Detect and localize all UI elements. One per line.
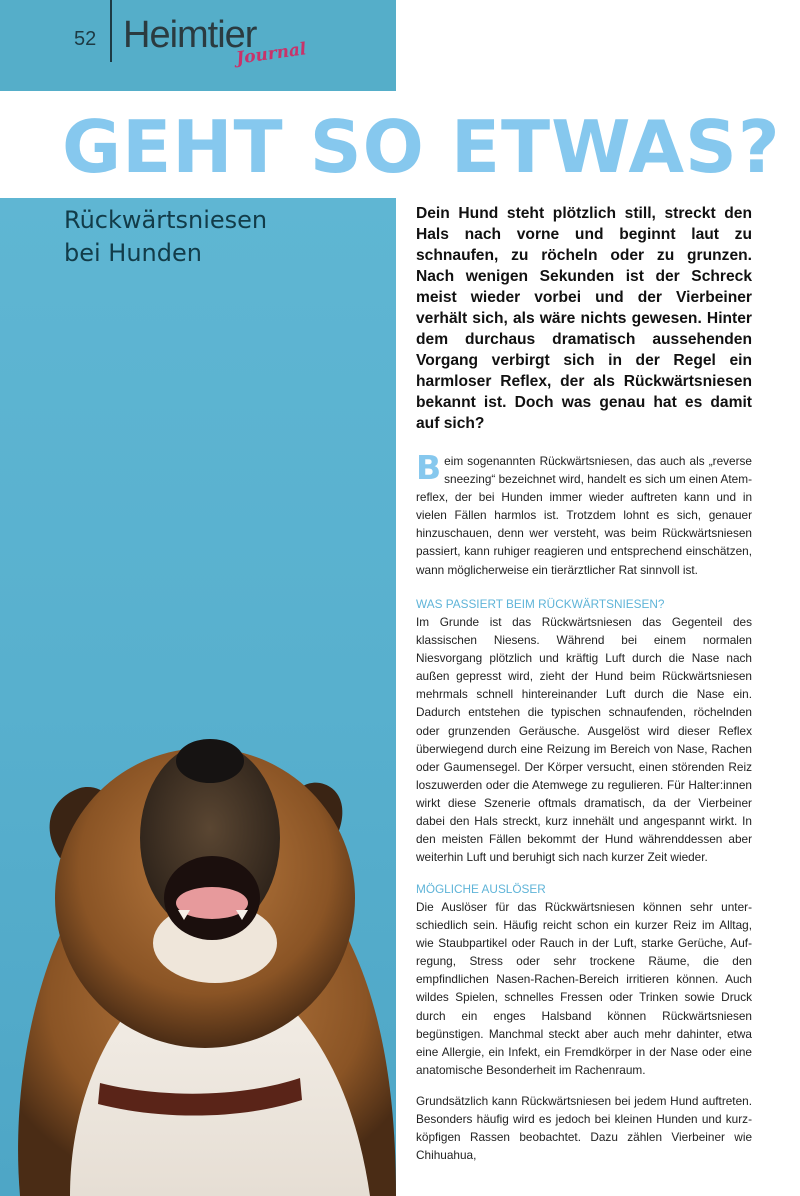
subtitle-line-1: Rückwärtsniesen: [64, 206, 268, 234]
dog-photo: [0, 198, 396, 1196]
intro-text: eim sogenannten Rückwärtsniesen, das auch als „reverse sneezing“ bezeichnet wird, handelt es sich um einen Atemreflex, der bei Hunden immer wieder auftreten kann und in vielen Fällen harmlos ist. Trotzdem lohnt es sich, genauer hinzuschauen, denn wer versteht, was beim Rückwärtsniesen passiert, kann ruhiger reagieren und entsprechend einschätzen, wann möglicherweise ein tierärztlicher Rat sinnvoll ist.: [416, 454, 752, 577]
subtitle-line-2: bei Hunden: [64, 239, 202, 267]
section-triggers: [416, 880, 752, 1079]
outro-paragraph: Grundsätzlich kann Rückwärtsniesen bei jedem Hund auftreten. Besonders häufig wird es jedoch bei kleinen Hunden und kurzköpfigen Rassen beobachtet. Dazu zählen Vierbeiner wie Chihuahua,: [416, 1094, 752, 1163]
logo-sub-text: Journal: [234, 39, 308, 69]
page-number: 52: [74, 28, 97, 50]
section-text-triggers: Die Auslöser für das Rückwärtsniesen können sehr unterschiedlich sein. Häufig reicht schon ein kurzer Reiz im Alltag, wie Staubpartikel oder Rauch in der Luft, starke Gerüche, Aufregung, Stress oder sehr trockene Räume, die den empfindlichen Nasen-Rachen-Bereich irritieren können. Auch wildes Spielen, schnelles Fressen oder Trinken sowie Druck durch ein enges Halsband können Rückwärtsniesen begünstigen. Manchmal steckt aber auch mehr dahinter, etwa eine Allergie, ein Infekt, ein Fremdkörper in der Nase oder eine anatomische Besonderheit im Rachenraum.: [416, 900, 752, 1077]
article-subtitle: [64, 204, 384, 270]
section-text-what-happens: Im Grunde ist das Rückwärtsniesen das Gegenteil des klassischen Niesens. Während bei einem normalen Niesvorgang plötzlich und kräftig Luft durch die Nase nach außen gepresst wird, zieht der Hund beim Rückwärtsniesen mehrmals schnell hintereinander Luft durch die Nase ein. Dadurch entstehen die typischen schnaufenden, röchelnden oder grunzenden Geräusche. Ausgelöst wird dieser Reflex überwiegend durch eine Reizung im Bereich von Nase, Rachen oder Gaumensegel. Der Körper versucht, einen störenden Reiz loszuwerden oder die Atemwege zu regulieren. Für Halter:innen wirkt diese Szenerie oftmals dramatisch, da der Vierbeiner dabei den Hals streckt, kurz innehält und angespannt wirkt. In den meisten Fällen bekommt der Hund währenddessen aber weiterhin Luft und beruhigt sich nach kurzer Zeit wieder.: [416, 615, 752, 865]
section-what-happens: [416, 595, 752, 866]
section-heading-triggers: MÖGLICHE AUSLÖSER: [416, 882, 546, 896]
drop-cap: B: [416, 448, 442, 487]
lead-paragraph: Dein Hund steht plötzlich still, streckt den Hals nach vorne und beginnt laut zu schnaufen, zu röcheln oder zu grunzen. Nach wenigen Sekunden ist der Schreck meist wieder vorbei und der Vierbeiner verhält sich, als wäre nichts gewesen. Hinter dem durchaus dramatisch aussehenden Vorgang verbirgt sich in der Regel ein harmloser Reflex, der als Rückwärtsniesen bekannt ist. Doch was genau hat es damit auf sich?: [416, 205, 752, 432]
section-heading-what-happens: WAS PASSIERT BEIM RÜCKWÄRTSNIESEN?: [416, 597, 665, 611]
photo-panel: [0, 198, 396, 1196]
header-divider: [110, 0, 112, 62]
logo-main-text: Heimtier: [123, 14, 257, 56]
intro-paragraph: [416, 448, 752, 579]
headline: GEHT SO ETWAS?: [62, 105, 781, 189]
